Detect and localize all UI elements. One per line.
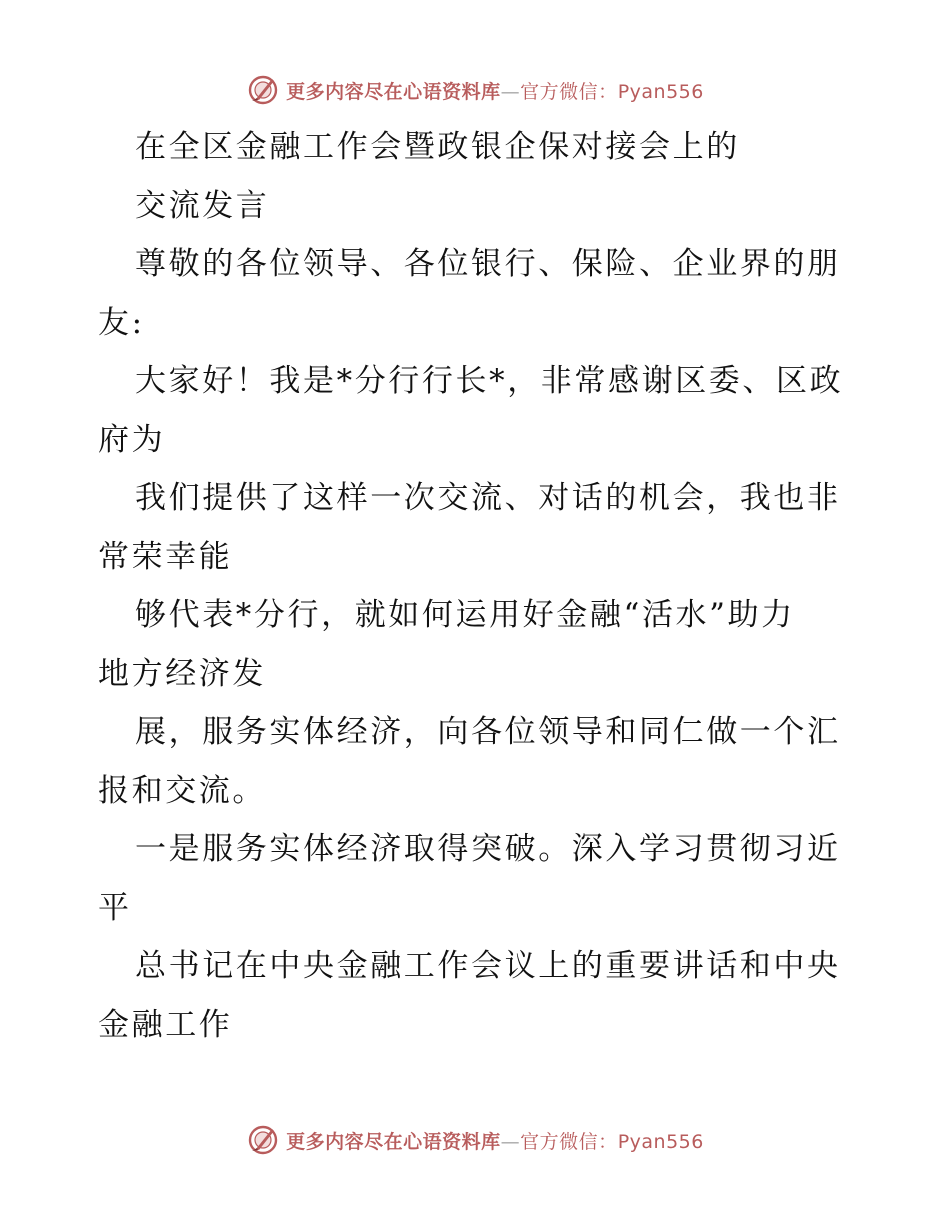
text-line: 大家好！我是*分行行长*，非常感谢区委、区政 [135,363,844,399]
watermark-wechat-id: Pyan556 [617,80,704,103]
text-line: 友: [98,304,145,341]
document-body [98,118,858,1054]
quill-seal-icon [246,73,280,107]
watermark-main: 更多内容尽在心语资料库 [286,80,501,103]
watermark-label: 官方微信： [520,1130,618,1153]
text-line: 地方经济发 [98,655,266,692]
footer-watermark-banner [0,1120,950,1160]
text-line: 报和交流。 [98,772,266,809]
quill-seal-icon [246,1123,280,1157]
text-line: 金融工作 [98,1006,233,1043]
header-watermark-banner [0,70,950,110]
watermark-wechat-id: Pyan556 [617,1130,704,1153]
watermark-text [286,1127,704,1154]
text-line: 我们提供了这样一次交流、对话的机会，我也非 [135,480,841,516]
watermark-main: 更多内容尽在心语资料库 [286,1130,501,1153]
watermark-dash: — [500,1130,521,1153]
text-line: 府为 [98,421,166,458]
text-line: 平 [98,889,132,926]
watermark-label: 官方微信： [520,80,618,103]
text-line: 常荣幸能 [98,538,233,575]
text-line: 总书记在中央金融工作会议上的重要讲话和中央 [135,948,841,984]
watermark-text [286,77,704,104]
text-line: 一是服务实体经济取得突破。深入学习贯彻习近 [135,831,841,867]
text-line: 够代表*分行，就如何运用好金融“活水”助力 [135,597,795,633]
watermark-dash: — [500,80,521,103]
text-line: 展，服务实体经济，向各位领导和同仁做一个汇 [135,714,841,750]
text-line: 交流发言 [135,187,270,224]
text-line: 尊敬的各位领导、各位银行、保险、企业界的朋 [135,246,841,282]
text-line: 在全区金融工作会暨政银企保对接会上的 [135,129,740,165]
